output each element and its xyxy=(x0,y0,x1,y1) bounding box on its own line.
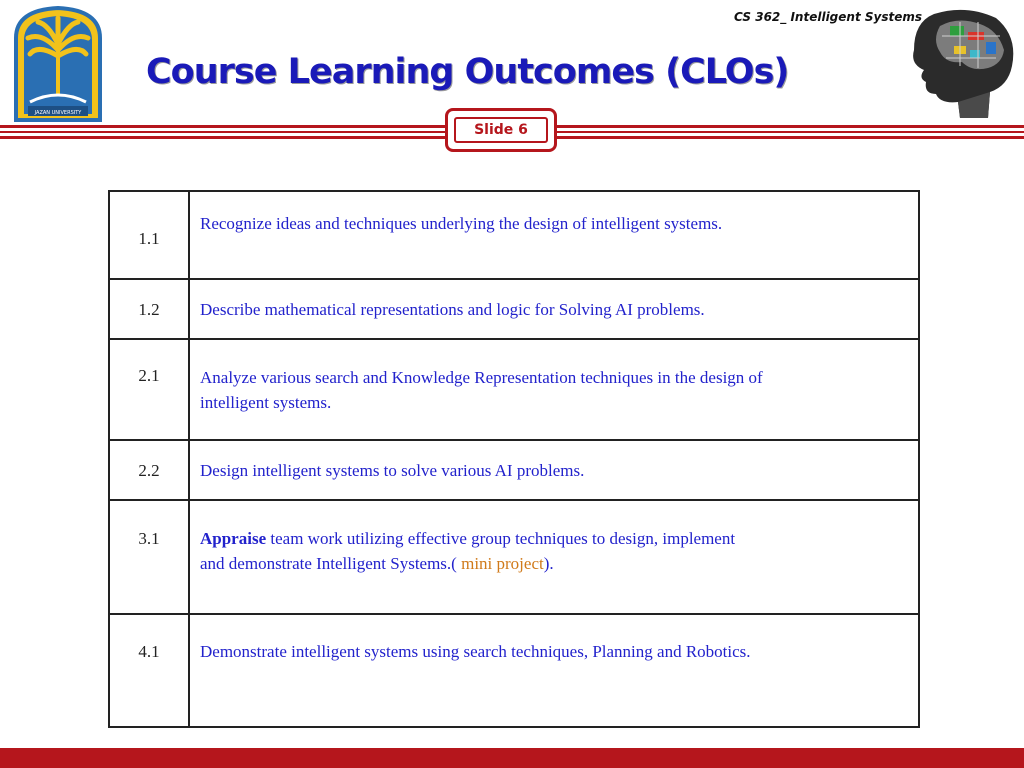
slide-number: Slide 6 xyxy=(454,117,548,143)
clo-table xyxy=(108,190,920,728)
clo-text-segment: and demonstrate Intelligent Systems.( xyxy=(200,554,462,573)
clo-row xyxy=(109,500,919,614)
clo-description-line: intelligent systems. xyxy=(200,392,332,412)
clo-row xyxy=(109,339,919,440)
footer-bar xyxy=(0,748,1024,768)
clo-highlight: mini project xyxy=(461,554,544,573)
clo-description: Design intelligent systems to solve various AI problems. xyxy=(189,440,919,500)
clo-number: 4.1 xyxy=(109,614,189,727)
clo-row xyxy=(109,191,919,279)
clo-text-segment: ). xyxy=(543,554,554,573)
course-name: CS 362_ Intelligent Systems xyxy=(734,10,922,24)
clo-number: 1.1 xyxy=(109,191,189,279)
clo-description: Demonstrate intelligent systems using search techniques, Planning and Robotics. xyxy=(189,614,919,727)
clo-description xyxy=(189,500,919,614)
clo-description xyxy=(189,339,919,440)
brain-circuit-icon xyxy=(906,6,1018,124)
clo-keyword: Appraise xyxy=(200,529,267,548)
slide-number-badge xyxy=(445,108,557,152)
university-logo-icon xyxy=(8,4,108,124)
clo-row xyxy=(109,440,919,500)
clo-description-line: Analyze various search and Knowledge Representation techniques in the design of xyxy=(200,367,763,387)
clo-row xyxy=(109,279,919,339)
clo-number: 1.2 xyxy=(109,279,189,339)
clo-description-line xyxy=(200,526,917,551)
clo-description: Recognize ideas and techniques underlying the design of intelligent systems. xyxy=(189,191,919,279)
logo-text: JAZAN UNIVERSITY xyxy=(34,110,82,116)
clo-row xyxy=(109,614,919,727)
page-title: Course Learning Outcomes (CLOs) xyxy=(146,52,789,92)
clo-description-line xyxy=(200,551,917,576)
clo-number: 3.1 xyxy=(109,500,189,614)
clo-description: Describe mathematical representations and logic for Solving AI problems. xyxy=(189,279,919,339)
clo-number: 2.1 xyxy=(109,339,189,440)
clo-number: 2.2 xyxy=(109,440,189,500)
clo-text-segment: team work utilizing effective group techniques to design, implement xyxy=(266,529,736,548)
